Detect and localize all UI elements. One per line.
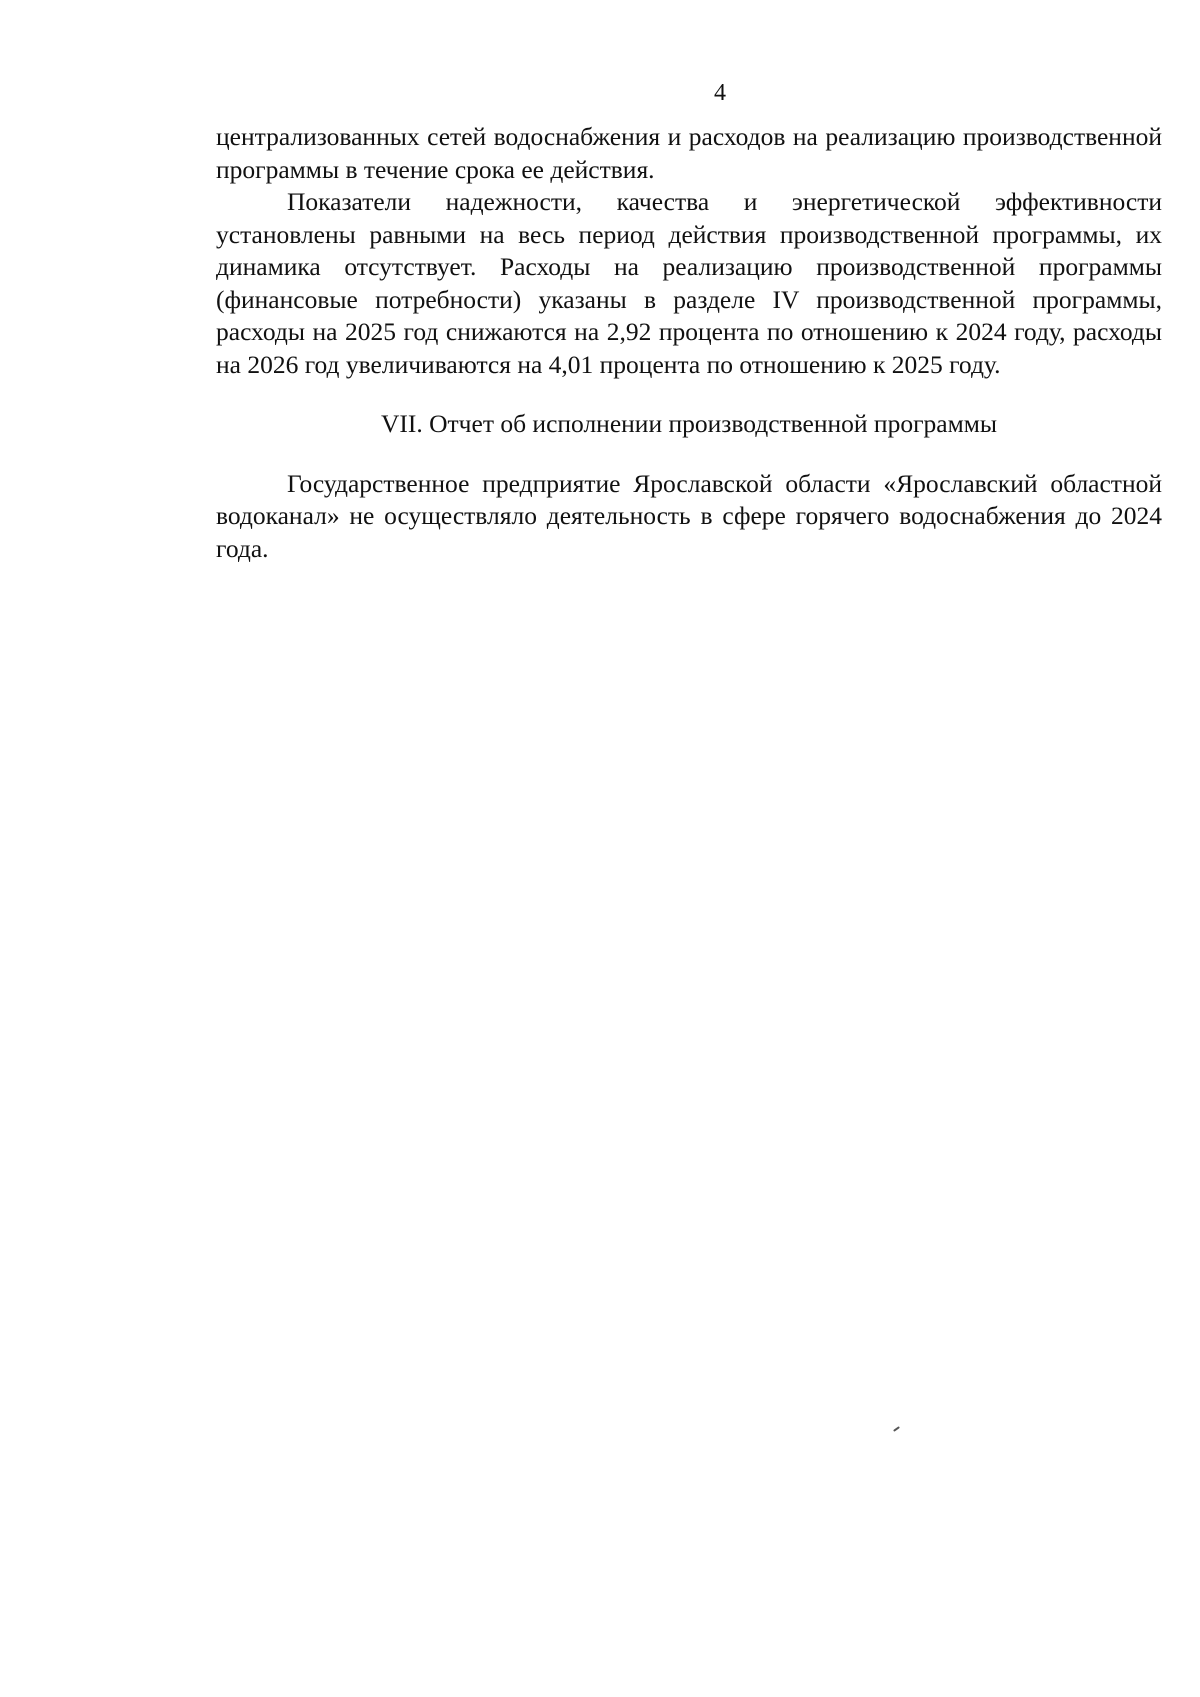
paragraph-indicators: Показатели надежности, качества и энергетической эффективности установлены равными на весь период действия производственной программы, их динамика отсутствует. Расходы на реализацию производственной программы (финансовые потребности) указаны в разделе IV производственной программы, расходы на 2025 год снижаются на 2,92 процента по отношению к 2024 году, расходы на 2026 год увеличиваются на 4,01 процента по отношению к 2025 году. [216,187,1162,379]
paragraph-continuation: централизованных сетей водоснабжения и расходов на реализацию производственной программы в течение срока ее действия. [216,122,1162,184]
section-heading: VII. Отчет об исполнении производственной программы [380,409,998,438]
document-body [216,121,1162,565]
page-number: 4 [714,80,726,106]
section-paragraph: Государственное предприятие Ярославской области «Ярославский областной водоканал» не осуществляло деятельность в сфере горячего водоснабжения до 2024 года. [216,468,1162,563]
scan-speck [893,1426,900,1432]
